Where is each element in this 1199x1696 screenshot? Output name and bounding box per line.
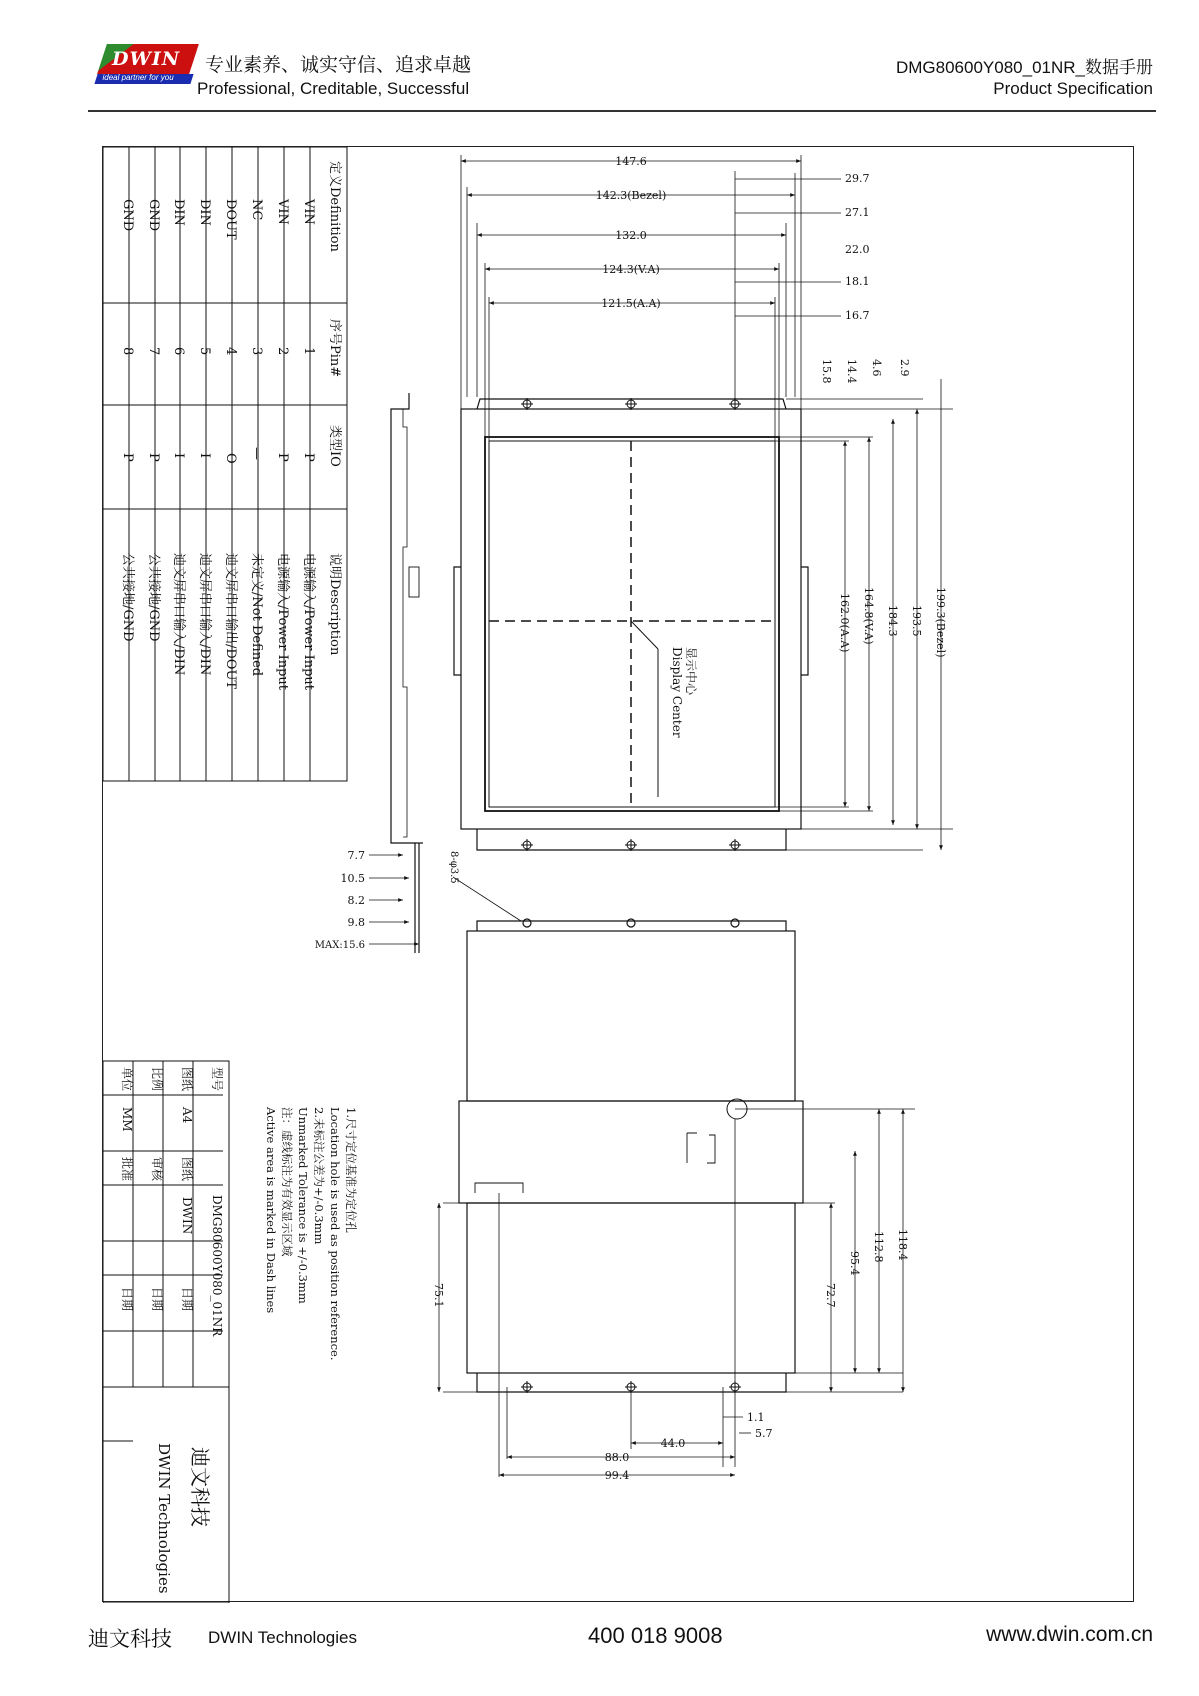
tb-date-label: 日期 (180, 1287, 194, 1312)
dim-back-bottom: 1.1 (747, 1411, 765, 1424)
pin-cell: DOUT (223, 199, 238, 240)
pin-header-definition: 定义Definition (327, 161, 342, 252)
pin-cell: — (249, 447, 264, 460)
tb-drawn-label: 图纸 (180, 1157, 194, 1182)
dim-back-vertical: 95.4 (848, 1251, 861, 1276)
dim-vertical-small: 2.9 (898, 359, 911, 377)
dim-right-top: 16.7 (845, 309, 870, 322)
dim-side: 7.7 (347, 849, 365, 862)
pin-cell: DIN (171, 199, 186, 226)
mechanical-drawing (102, 146, 1134, 1602)
dim-back-bottom: 88.0 (604, 1451, 630, 1464)
pin-cell: 2 (275, 347, 290, 356)
pin-cell: 6 (171, 347, 186, 356)
dim-top: 124.3(V.A) (602, 263, 660, 276)
dim-side: 10.5 (340, 872, 365, 885)
dim-right-top: 27.1 (845, 206, 870, 219)
dim-vertical-large: 184.3 (886, 605, 899, 637)
pin-cell: 公共接地/GND (120, 553, 135, 642)
tb-drawn-value: DWIN (180, 1197, 194, 1235)
pin-cell: P (301, 453, 316, 462)
pin-cell: P (146, 453, 161, 462)
dim-back-vertical: 118.4 (896, 1229, 909, 1261)
pin-cell: NC (249, 199, 264, 221)
pin-cell: 1 (301, 347, 316, 356)
dim-vertical-small: 14.4 (845, 359, 858, 384)
dim-vertical-large: 199.3(Bezel) (934, 587, 947, 658)
pin-cell: 迪文屏串口输出/DOUT (223, 553, 238, 690)
dim-back-vertical: 112.8 (872, 1231, 885, 1263)
pin-cell: 电源输入/Power Input (275, 553, 290, 691)
note-line: 1.尺寸定位基准为定位孔 (344, 1107, 358, 1233)
pin-cell: 8 (120, 347, 135, 356)
dim-back-vertical: 72.7 (824, 1283, 837, 1308)
pin-cell: I (171, 453, 186, 459)
note-line: Unmarked Tolerance is +/-0.3mm (296, 1107, 310, 1304)
pin-cell: 公共接地/GND (146, 553, 161, 642)
dim-back-bottom: 99.4 (604, 1469, 630, 1482)
note-line: 注：虚线标注为有效显示区域 (280, 1107, 294, 1257)
pin-cell: VIN (301, 199, 316, 225)
pin-cell: GND (120, 199, 135, 232)
tb-model-label: 型号 (210, 1067, 224, 1092)
dim-right-top: 18.1 (845, 275, 870, 288)
doc-type: Product Specification (993, 79, 1153, 98)
pin-cell: 电源输入/Power Input (301, 553, 316, 691)
note-line: Location hole is used as position reference. (328, 1107, 342, 1361)
dim-vertical-large: 164.8(V.A) (862, 587, 875, 645)
dim-top: 147.6 (615, 155, 647, 168)
slogan-cn: 专业素养、诚实守信、追求卓越 (205, 54, 472, 76)
dim-right-top: 29.7 (845, 172, 870, 185)
tb-model-value: DMG80600Y080_01NR (210, 1195, 224, 1337)
tb-review-label: 审核 (150, 1157, 164, 1182)
pin-cell: O (223, 453, 238, 464)
dim-top: 132.0 (615, 229, 647, 242)
pin-cell: P (120, 453, 135, 462)
tb-drawing-label: 图纸 (180, 1067, 194, 1092)
pin-header-description: 说明Description (327, 553, 342, 656)
pin-cell: 7 (146, 347, 161, 356)
dim-back-bottom: 44.0 (660, 1437, 686, 1450)
tb-approve-label: 批准 (120, 1157, 134, 1182)
tb-company-en: DWIN Technologies (155, 1443, 173, 1594)
pin-cell: DIN (197, 199, 212, 226)
footer-website[interactable]: www.dwin.com.cn (986, 1623, 1153, 1646)
dim-top: 142.3(Bezel) (595, 189, 667, 202)
dim-back-bottom: 5.7 (755, 1427, 773, 1440)
back-view (459, 919, 803, 1393)
note-line: 2.未标注公差为+/-0.3mm (312, 1107, 326, 1245)
tb-unit-value: MM (120, 1107, 134, 1132)
pin-cell: 迪文屏串口输入/DIN (197, 553, 212, 676)
pin-cell: P (275, 453, 290, 462)
front-view (454, 398, 808, 851)
pin-header-io: 类型IO (327, 425, 342, 467)
dim-top: 121.5(A.A) (601, 297, 661, 310)
pin-cell: 5 (197, 347, 212, 356)
pin-cell: 3 (249, 347, 264, 356)
pin-header-pin: 序号Pin# (327, 319, 342, 378)
footer-company-cn: 迪文科技 (88, 1627, 172, 1651)
tb-date-label-3: 日期 (120, 1287, 134, 1312)
pin-cell: I (197, 453, 212, 459)
footer-company-en: DWIN Technologies (208, 1628, 357, 1647)
side-view (391, 393, 423, 953)
dwin-logo (102, 44, 194, 96)
dim-side: MAX:15.6 (314, 940, 365, 951)
pin-cell: GND (146, 199, 161, 232)
footer-phone: 400 018 9008 (588, 1623, 723, 1648)
pin-cell: 迪文屏串口输入/DIN (171, 553, 186, 676)
dim-vertical-large: 193.5 (910, 605, 923, 637)
dim-side: 8.2 (347, 894, 365, 907)
logo-subtext: ideal partner for you (102, 73, 174, 82)
header-divider (88, 110, 1156, 112)
tb-scale-label: 比例 (150, 1067, 164, 1092)
logo-text: DWIN (112, 48, 181, 70)
note-line: Active area is marked in Dash lines (264, 1107, 278, 1314)
dim-vertical-small: 15.8 (820, 359, 833, 384)
dim-right-top: 22.0 (845, 243, 870, 256)
dim-hole: 8-φ3.5 (448, 851, 459, 884)
tb-unit-label: 单位 (120, 1067, 134, 1092)
dim-side: 9.8 (347, 916, 365, 929)
dim-back-vertical: 75.1 (432, 1283, 445, 1308)
slogan-en: Professional, Creditable, Successful (197, 79, 470, 98)
tb-date-label-2: 日期 (150, 1287, 164, 1312)
pin-cell: 未定义/Not Defined (249, 553, 264, 677)
tb-paper: A4 (180, 1107, 194, 1124)
doc-code: DMG80600Y080_01NR_数据手册 (895, 58, 1153, 77)
display-center-en: Display Center (670, 647, 684, 738)
dim-vertical-large: 162.0(A.A) (838, 593, 851, 653)
pin-cell: 4 (223, 347, 238, 356)
tb-company-cn: 迪文科技 (188, 1447, 212, 1527)
display-center-cn: 显示中心 (684, 647, 698, 696)
pin-cell: VIN (275, 199, 290, 225)
dim-vertical-small: 4.6 (870, 359, 883, 377)
